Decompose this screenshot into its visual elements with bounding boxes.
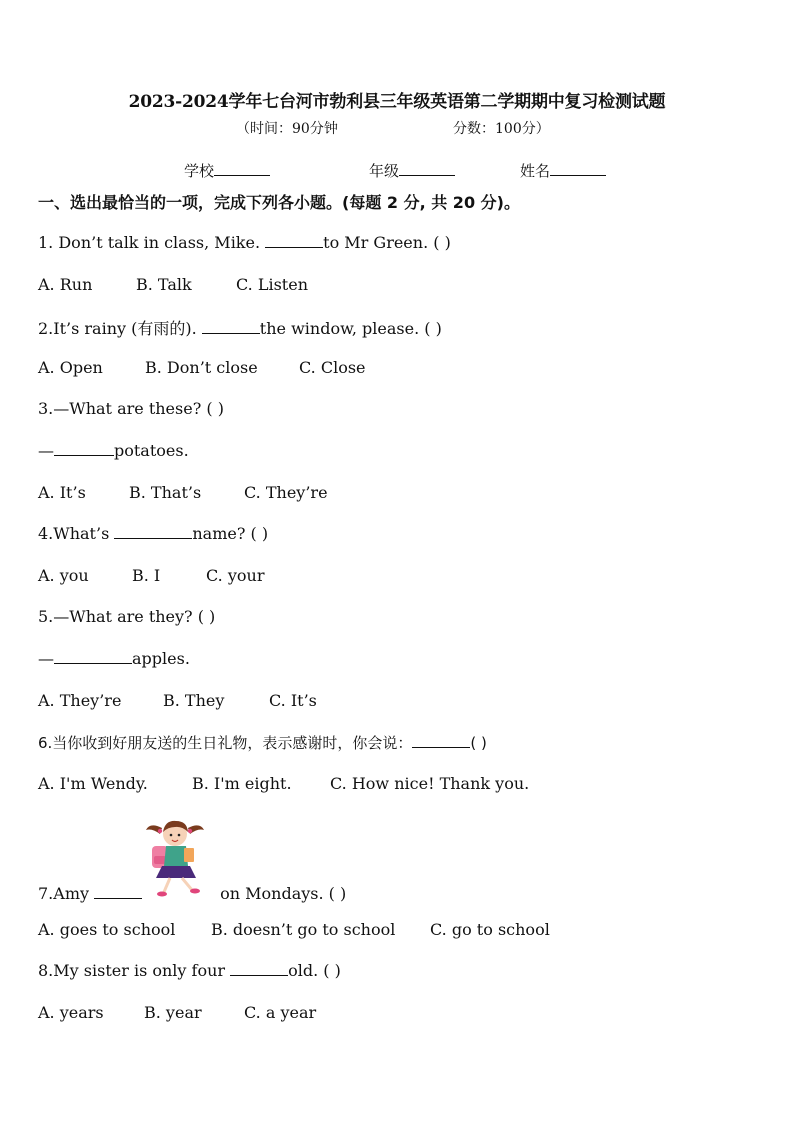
question-text: ( ): [470, 734, 487, 752]
school-blank[interactable]: [214, 161, 270, 176]
answer-blank[interactable]: [265, 233, 323, 248]
exam-time: （时间：90分钟: [236, 121, 338, 137]
question-text: 4.What’s: [38, 524, 115, 543]
question-text: 8.My sister is only four: [38, 961, 231, 980]
option-c[interactable]: C. They’re: [244, 483, 328, 502]
answer-blank[interactable]: [202, 319, 260, 334]
question-text: apples.: [132, 649, 190, 668]
answer-blank[interactable]: [230, 961, 288, 976]
option-a[interactable]: A. Run: [38, 275, 93, 294]
question-3-answer-line: [38, 441, 189, 460]
question-text: 1. Don’t talk in class, Mike.: [38, 233, 266, 252]
school-label: 学校: [184, 162, 215, 180]
question-text: name? ( ): [192, 524, 269, 543]
option-c[interactable]: C. It’s: [269, 691, 317, 710]
question-5: [38, 607, 215, 626]
option-c[interactable]: C. a year: [244, 1003, 317, 1022]
option-a[interactable]: A. you: [38, 566, 89, 585]
question-text: to Mr Green. ( ): [323, 233, 451, 252]
option-b[interactable]: B. Talk: [136, 275, 192, 294]
question-text: 6.当你收到好朋友送的生日礼物，表示感谢时，你会说：: [38, 734, 413, 752]
option-b[interactable]: B. doesn’t go to school: [211, 920, 396, 939]
name-field[interactable]: [520, 160, 606, 181]
question-7: [38, 884, 346, 903]
answer-blank[interactable]: [114, 524, 192, 539]
question-1: [38, 233, 451, 252]
option-c[interactable]: C. Listen: [236, 275, 308, 294]
option-b[interactable]: B. They: [163, 691, 225, 710]
option-a[interactable]: A. They’re: [38, 691, 122, 710]
option-c[interactable]: C. Close: [299, 358, 366, 377]
grade-field[interactable]: [369, 160, 455, 181]
option-a[interactable]: A. Open: [38, 358, 103, 377]
question-text: old. ( ): [288, 961, 341, 980]
option-b[interactable]: B. I: [132, 566, 161, 585]
question-text: on Mondays. ( ): [220, 884, 347, 903]
option-a[interactable]: A. years: [38, 1003, 104, 1022]
answer-blank[interactable]: [54, 649, 132, 664]
option-c[interactable]: C. your: [206, 566, 265, 585]
grade-label: 年级: [369, 162, 400, 180]
option-c[interactable]: C. go to school: [430, 920, 550, 939]
option-a[interactable]: A. I'm Wendy.: [38, 774, 148, 793]
option-a[interactable]: A. It’s: [38, 483, 86, 502]
section-heading: 一、选出最恰当的一项，完成下列各小题。(每题 2 分, 共 20 分)。: [38, 193, 520, 212]
dash: —: [38, 441, 54, 460]
dash: —: [38, 649, 54, 668]
question-text: potatoes.: [114, 441, 189, 460]
question-8: [38, 961, 341, 980]
option-b[interactable]: B. I'm eight.: [192, 774, 292, 793]
question-5-answer-line: [38, 649, 190, 668]
question-text: the window, please. ( ): [259, 319, 442, 338]
question-2: [38, 316, 442, 339]
question-6: [38, 732, 487, 753]
grade-blank[interactable]: [399, 161, 455, 176]
option-a[interactable]: A. goes to school: [38, 920, 176, 939]
question-4: [38, 524, 268, 543]
page-title: 2023-2024学年七台河市勃利县三年级英语第二学期期中复习检测试题: [128, 92, 666, 112]
question-text: 5.—What are they? ( ): [38, 607, 216, 626]
option-c[interactable]: C. How nice! Thank you.: [330, 774, 530, 793]
option-b[interactable]: B. That’s: [129, 483, 202, 502]
option-b[interactable]: B. year: [144, 1003, 202, 1022]
exam-score: 分数：100分）: [453, 121, 550, 137]
answer-blank[interactable]: [412, 733, 470, 748]
question-3: [38, 399, 224, 418]
question-text: 3.—What are these? ( ): [38, 399, 224, 418]
option-b[interactable]: B. Don’t close: [145, 358, 258, 377]
question-text: 2.It’s rainy (有雨的).: [38, 319, 202, 338]
question-text: 7.Amy: [38, 884, 95, 903]
name-label: 姓名: [520, 162, 551, 180]
school-field[interactable]: [184, 160, 270, 181]
name-blank[interactable]: [550, 161, 606, 176]
answer-blank[interactable]: [54, 441, 114, 456]
answer-blank[interactable]: [94, 884, 142, 899]
